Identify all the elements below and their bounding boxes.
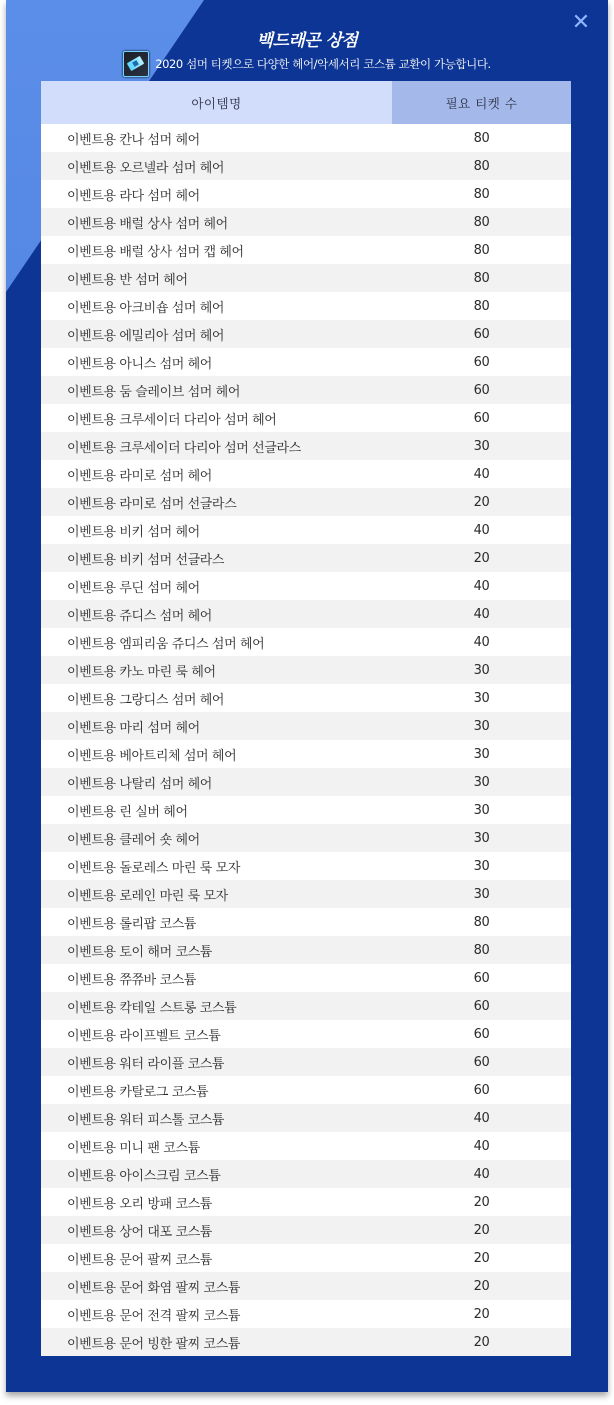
table-row [41,908,571,936]
item-name-cell: 이벤트용 크루세이더 다리아 섬머 헤어 [67,412,277,428]
item-name-cell: 이벤트용 베아트리체 섬머 헤어 [67,748,237,764]
table-row [41,544,571,572]
table-row [41,1300,571,1328]
table-row [41,824,571,852]
item-name-cell: 이벤트용 쮸쮸바 코스튬 [67,972,197,988]
ticket-cost-cell: 20 [473,1250,490,1266]
item-name-cell: 이벤트용 그랑디스 섬머 헤어 [67,692,225,708]
ticket-cost-cell: 80 [473,186,490,202]
item-name-cell: 이벤트용 아크비숍 섬머 헤어 [67,300,225,316]
table-row [41,432,571,460]
item-name-cell: 이벤트용 문어 팔찌 코스튬 [67,1252,212,1268]
ticket-cost-cell: 60 [473,998,490,1014]
item-name-cell: 이벤트용 칸나 섬머 헤어 [67,132,200,148]
shop-popup [6,0,608,1392]
table-row [41,460,571,488]
ticket-cost-cell: 30 [473,438,490,454]
ticket-cost-cell: 30 [473,718,490,734]
ticket-cost-cell: 30 [473,802,490,818]
item-name-cell: 이벤트용 마리 섬머 헤어 [67,720,200,736]
table-row [41,1132,571,1160]
table-row [41,516,571,544]
item-name-cell: 이벤트용 문어 빙한 팔찌 코스튬 [67,1336,240,1352]
table-row [41,992,571,1020]
table-row [41,1244,571,1272]
ticket-cost-cell: 80 [473,942,490,958]
item-name-cell: 이벤트용 카노 마린 룩 헤어 [67,664,216,680]
item-name-cell: 이벤트용 아니스 섬머 헤어 [67,356,212,372]
item-name-cell: 이벤트용 워터 라이플 코스튬 [67,1056,225,1072]
ticket-cost-cell: 30 [473,774,490,790]
item-name-cell: 이벤트용 크루세이더 다리아 섬머 선글라스 [67,440,301,456]
item-name-cell: 이벤트용 쥬디스 섬머 헤어 [67,608,212,624]
table-row [41,292,571,320]
ticket-cost-cell: 30 [473,830,490,846]
ticket-cost-cell: 60 [473,1082,490,1098]
exchange-table [41,81,571,1356]
item-name-cell: 이벤트용 엠피리움 쥬디스 섬머 헤어 [67,636,265,652]
table-row [41,348,571,376]
ticket-cost-cell: 40 [473,522,490,538]
ticket-cost-cell: 80 [473,158,490,174]
ticket-cost-cell: 20 [473,1222,490,1238]
table-row [41,208,571,236]
table-row [41,152,571,180]
item-name-cell: 이벤트용 비키 섬머 선글라스 [67,552,225,568]
table-row [41,628,571,656]
ticket-cost-cell: 20 [473,1334,490,1350]
close-icon[interactable]: ✕ [571,10,591,35]
ticket-cost-cell: 20 [473,1278,490,1294]
item-name-cell: 이벤트용 루딘 섬머 헤어 [67,580,200,596]
table-row [41,404,571,432]
ticket-cost-cell: 60 [473,326,490,342]
table-row [41,124,571,152]
table-row [41,320,571,348]
ticket-cost-cell: 40 [473,466,490,482]
item-name-cell: 이벤트용 오리 방패 코스튬 [67,1196,212,1212]
item-name-cell: 이벤트용 라다 섬머 헤어 [67,188,200,204]
ticket-cost-cell: 60 [473,1026,490,1042]
table-row [41,740,571,768]
ticket-cost-cell: 40 [473,634,490,650]
table-row [41,1160,571,1188]
table-row [41,852,571,880]
item-name-cell: 이벤트용 나탈리 섬머 헤어 [67,776,212,792]
ticket-cost-cell: 80 [473,914,490,930]
ticket-cost-cell: 30 [473,858,490,874]
column-header-cost: 필요 티켓 수 [392,81,571,124]
ticket-cost-cell: 20 [473,1194,490,1210]
table-row [41,376,571,404]
item-name-cell: 이벤트용 라이프벨트 코스튬 [67,1028,221,1044]
ticket-cost-cell: 30 [473,886,490,902]
item-name-cell: 이벤트용 상어 대포 코스튬 [67,1224,212,1240]
table-row [41,1328,571,1356]
ticket-cost-cell: 60 [473,410,490,426]
popup-title: 백드래곤 상점 [256,31,358,51]
ticket-cost-cell: 80 [473,270,490,286]
ticket-cost-cell: 60 [473,354,490,370]
ticket-cost-cell: 40 [473,1138,490,1154]
table-row [41,936,571,964]
ticket-cost-cell: 60 [473,1054,490,1070]
item-name-cell: 이벤트용 로레인 마린 룩 모자 [67,888,228,904]
item-name-cell: 이벤트용 미니 팬 코스튬 [67,1140,200,1156]
table-row [41,264,571,292]
table-body [41,124,571,1356]
ticket-cost-cell: 20 [473,1306,490,1322]
popup-subtitle: 2020 섬머 티켓으로 다양한 헤어/악세서리 코스튬 교환이 가능합니다. [155,57,491,71]
item-name-cell: 이벤트용 워터 피스톨 코스튬 [67,1112,225,1128]
table-row [41,1104,571,1132]
ticket-cost-cell: 40 [473,1166,490,1182]
ticket-cost-cell: 30 [473,690,490,706]
table-row [41,880,571,908]
ticket-cost-cell: 40 [473,578,490,594]
item-name-cell: 이벤트용 비키 섬머 헤어 [67,524,200,540]
ticket-cost-cell: 20 [473,550,490,566]
item-name-cell: 이벤트용 클레어 숏 헤어 [67,832,200,848]
table-row [41,572,571,600]
table-row [41,1216,571,1244]
item-name-cell: 이벤트용 칵테일 스트롱 코스튬 [67,1000,237,1016]
table-row [41,1020,571,1048]
item-name-cell: 이벤트용 둠 슬레이브 섬머 헤어 [67,384,240,400]
table-row [41,768,571,796]
table-row [41,796,571,824]
table-row [41,712,571,740]
ticket-cost-cell: 80 [473,130,490,146]
ticket-cost-cell: 40 [473,606,490,622]
ticket-cost-cell: 80 [473,298,490,314]
table-row [41,488,571,516]
table-header [41,81,571,124]
item-name-cell: 이벤트용 배럴 상사 섬머 헤어 [67,216,228,232]
item-name-cell: 이벤트용 문어 화염 팔찌 코스튬 [67,1280,240,1296]
table-row [41,600,571,628]
table-row [41,684,571,712]
item-name-cell: 이벤트용 돌로레스 마린 룩 모자 [67,860,240,876]
ticket-cost-cell: 30 [473,662,490,678]
ticket-cost-cell: 80 [473,214,490,230]
table-row [41,1076,571,1104]
table-row [41,1188,571,1216]
item-name-cell: 이벤트용 배럴 상사 섬머 캡 헤어 [67,244,244,260]
ticket-cost-cell: 60 [473,382,490,398]
item-name-cell: 이벤트용 라미로 섬머 헤어 [67,468,212,484]
column-header-item: 아이템명 [41,81,392,124]
item-name-cell: 이벤트용 롤리팝 코스튬 [67,916,197,932]
table-row [41,1272,571,1300]
item-name-cell: 이벤트용 린 실버 헤어 [67,804,188,820]
subtitle-row [6,51,608,77]
item-name-cell: 이벤트용 아이스크림 코스튬 [67,1168,221,1184]
ticket-cost-cell: 30 [473,746,490,762]
item-name-cell: 이벤트용 라미로 섬머 선글라스 [67,496,237,512]
ticket-cost-cell: 20 [473,494,490,510]
table-row [41,180,571,208]
item-name-cell: 이벤트용 토이 해머 코스튬 [67,944,212,960]
ticket-cost-cell: 40 [473,1110,490,1126]
table-row [41,236,571,264]
item-name-cell: 이벤트용 에밀리아 섬머 헤어 [67,328,225,344]
ticket-cost-cell: 60 [473,970,490,986]
ticket-cost-cell: 80 [473,242,490,258]
item-name-cell: 이벤트용 문어 전격 팔찌 코스튬 [67,1308,240,1324]
item-name-cell: 이벤트용 반 섬머 헤어 [67,272,188,288]
table-row [41,1048,571,1076]
table-row [41,656,571,684]
item-name-cell: 이벤트용 카탈로그 코스튬 [67,1084,209,1100]
table-row [41,964,571,992]
item-name-cell: 이벤트용 오르넬라 섬머 헤어 [67,160,225,176]
ticket-icon [123,51,149,77]
